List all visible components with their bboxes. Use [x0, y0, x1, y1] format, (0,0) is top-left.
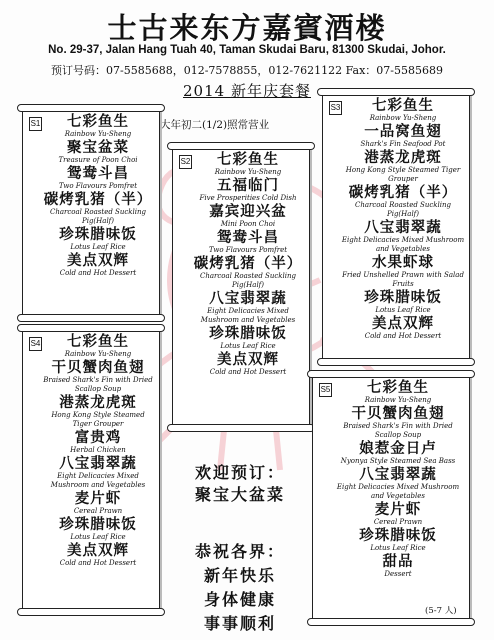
dish-name: 港蒸龙虎斑	[364, 149, 442, 166]
list-item	[41, 516, 155, 542]
dish-name: 珍珠腊味饭	[209, 325, 287, 342]
list-item	[341, 184, 465, 219]
dish-name-en: Five Prosperities Cold Dish	[199, 194, 297, 202]
dish-name: 珍珠腊味饭	[59, 516, 137, 533]
dish-name-en: Rainbow Yu-Sheng	[364, 396, 432, 404]
list-item	[41, 359, 155, 394]
dish-name: 珍珠腊味饭	[364, 289, 442, 306]
dish-name: 一品窝鱼翅	[364, 123, 442, 140]
dish-name: 港蒸龙虎斑	[59, 394, 137, 411]
list-item	[191, 351, 305, 377]
dish-name-en: Cold and Hot Dessert	[209, 368, 287, 376]
set-menu-s4	[22, 328, 160, 612]
dish-name: 美点双辉	[217, 351, 279, 368]
greeting-block	[170, 540, 310, 636]
dish-name: 七彩鱼生	[67, 113, 129, 130]
set-tag: S3	[329, 101, 342, 115]
dish-name: 美点双辉	[67, 252, 129, 269]
list-item	[191, 151, 305, 177]
list-item	[41, 226, 155, 252]
dish-name-en: Eight Delicacies Mixed Mushroom and Vegetables	[336, 483, 460, 500]
dish-name: 美点双辉	[67, 542, 129, 559]
dish-name-en: Dessert	[384, 570, 412, 578]
dish-name-en: Braised Shark's Fin with Dried Scallop Soup	[343, 422, 453, 439]
dish-name: 干贝蟹肉鱼翅	[51, 359, 145, 376]
dish-name-en: Cold and Hot Dessert	[364, 332, 442, 340]
dish-name-en: Nyonya Style Steamed Sea Bass	[340, 457, 456, 465]
dish-name-en: Cold and Hot Dessert	[59, 559, 137, 567]
menu-subtitle-text: 2014 新年庆套餐	[183, 82, 311, 100]
dish-name-en: Herbal Chicken	[70, 446, 126, 454]
list-item	[191, 290, 305, 325]
list-item	[191, 229, 305, 255]
dish-list	[41, 113, 155, 278]
list-item	[331, 527, 465, 553]
dish-name-en: Charcoal Roasted Suckling Pig(Half)	[354, 201, 451, 218]
dish-name: 碳烤乳猪（半）	[193, 255, 303, 272]
dish-name: 八宝翡翠蔬	[359, 466, 437, 483]
pax-note: (5-7 人)	[425, 606, 457, 616]
set-tag: S5	[319, 383, 332, 397]
list-item	[331, 466, 465, 501]
list-item	[41, 490, 155, 516]
dish-name: 麦片虾	[374, 501, 422, 518]
list-item	[41, 333, 155, 359]
dish-name-en: Lotus Leaf Rice	[70, 533, 126, 541]
list-item	[341, 289, 465, 315]
list-item	[41, 191, 155, 226]
dish-name: 鸳鸯斗昌	[67, 165, 129, 182]
dish-name-en: Rainbow Yu-Sheng	[369, 114, 437, 122]
greeting-line: 新年快乐	[203, 566, 276, 585]
dish-name: 水果虾球	[372, 254, 434, 271]
dish-name-en: Lotus Leaf Rice	[220, 342, 276, 350]
dish-name: 八宝翡翠蔬	[209, 290, 287, 307]
dish-name-en: Cereal Prawn	[373, 518, 423, 526]
dish-name: 美点双辉	[372, 315, 434, 332]
set-menu-s3	[322, 92, 470, 362]
list-item	[191, 177, 305, 203]
dish-name: 七彩鱼生	[217, 151, 279, 168]
list-item	[341, 254, 465, 289]
dish-name: 七彩鱼生	[367, 379, 429, 396]
dish-name-en: Braised Shark's Fin with Dried Scallop Soup	[43, 376, 153, 393]
dish-name-en: Cereal Prawn	[73, 507, 123, 515]
welcome-block	[170, 462, 310, 506]
list-item	[41, 113, 155, 139]
list-item	[341, 123, 465, 149]
dish-name: 嘉宾迎兴盆	[209, 203, 287, 220]
contact-phone: 预订号码：07-5585688，012-7578855，012-7621122 Fax：07-5585689	[51, 64, 443, 77]
dish-name: 碳烤乳猪（半）	[348, 184, 458, 201]
dish-name-en: Charcoal Roasted Suckling Pig(Half)	[199, 272, 296, 289]
dish-name: 珍珠腊味饭	[359, 527, 437, 544]
dish-name-en: Charcoal Roasted Suckling Pig(Half)	[49, 208, 146, 225]
list-item	[341, 149, 465, 184]
list-item	[331, 553, 465, 579]
list-item	[191, 325, 305, 351]
list-item	[331, 379, 465, 405]
dish-name: 麦片虾	[74, 490, 122, 507]
dish-name: 八宝翡翠蔬	[59, 455, 137, 472]
dish-name: 五福临门	[217, 177, 279, 194]
dish-name: 鸳鸯斗昌	[217, 229, 279, 246]
dish-name-en: Rainbow Yu-Sheng	[64, 130, 132, 138]
dish-name-en: Lotus Leaf Rice	[375, 306, 431, 314]
dish-name-en: Shark's Fin Seafood Pot	[360, 140, 446, 148]
list-item	[191, 203, 305, 229]
dish-name: 七彩鱼生	[372, 97, 434, 114]
dish-name-en: Hong Kong Style Steamed Tiger Grouper	[345, 166, 461, 183]
list-item	[331, 501, 465, 527]
dish-list	[331, 379, 465, 579]
dish-name: 娘惹金日卢	[359, 440, 437, 457]
dish-name-en: Fried Unshelled Prawn with Salad Fruits	[342, 271, 464, 288]
dish-name-en: Eight Delicacies Mixed Mushroom and Vegetables	[200, 307, 296, 324]
dish-list	[191, 151, 305, 377]
set-tag: S4	[29, 337, 42, 351]
dish-name: 珍珠腊味饭	[59, 226, 137, 243]
dish-name-en: Mini Poon Choi	[220, 220, 276, 228]
dish-list	[341, 97, 465, 341]
dish-name-en: Rainbow Yu-Sheng	[214, 168, 282, 176]
list-item	[41, 429, 155, 455]
dish-name-en: Lotus Leaf Rice	[370, 544, 426, 552]
list-item	[41, 252, 155, 278]
dish-name-en: Eight Delicacies Mixed Mushroom and Vegetables	[341, 236, 465, 253]
set-tag: S2	[179, 155, 192, 169]
list-item	[191, 255, 305, 290]
greeting-line: 恭祝各界：	[194, 542, 285, 561]
list-item	[341, 97, 465, 123]
list-item	[341, 315, 465, 341]
list-item	[41, 165, 155, 191]
dish-name-en: Rainbow Yu-Sheng	[64, 350, 132, 358]
list-item	[41, 139, 155, 165]
set-tag: S1	[29, 117, 42, 131]
restaurant-address: No. 29-37, Jalan Hang Tuah 40, Taman Skudai Baru, 81300 Skudai, Johor.	[48, 44, 446, 56]
dish-name-en: Hong Kong Style Steamed Tiger Grouper	[51, 411, 145, 428]
dish-name: 碳烤乳猪（半）	[43, 191, 153, 208]
dish-name: 富贵鸡	[74, 429, 122, 446]
list-item	[41, 394, 155, 429]
list-item	[331, 405, 465, 440]
list-item	[341, 219, 465, 254]
welcome-line: 聚宝大盆菜	[194, 485, 285, 504]
dish-name: 八宝翡翠蔬	[364, 219, 442, 236]
dish-name: 干贝蟹肉鱼翅	[351, 405, 445, 422]
welcome-line: 欢迎预订：	[194, 463, 285, 482]
restaurant-name: 士古来东方嘉賓酒楼	[107, 11, 387, 45]
set-menu-s2	[172, 146, 310, 428]
list-item	[41, 542, 155, 568]
dish-name-en: Two Flavours Pomfret	[208, 246, 288, 254]
opening-note: 大年初二(1/2)照常营业	[160, 119, 270, 131]
dish-name: 甜品	[382, 553, 414, 570]
dish-name-en: Cold and Hot Dessert	[59, 269, 137, 277]
set-menu-s1	[22, 108, 160, 318]
greeting-line: 事事顺利	[203, 614, 276, 633]
dish-name-en: Lotus Leaf Rice	[70, 243, 126, 251]
list-item	[331, 440, 465, 466]
greeting-line: 身体健康	[203, 590, 276, 609]
dish-name: 聚宝盆菜	[67, 139, 129, 156]
dish-name-en: Treasure of Poon Choi	[58, 156, 138, 164]
dish-name: 七彩鱼生	[67, 333, 129, 350]
dish-name-en: Two Flavours Pomfret	[58, 182, 138, 190]
dish-name-en: Eight Delicacies Mixed Mushroom and Vegetables	[50, 472, 146, 489]
set-menu-s5	[312, 374, 470, 622]
dish-list	[41, 333, 155, 568]
list-item	[41, 455, 155, 490]
